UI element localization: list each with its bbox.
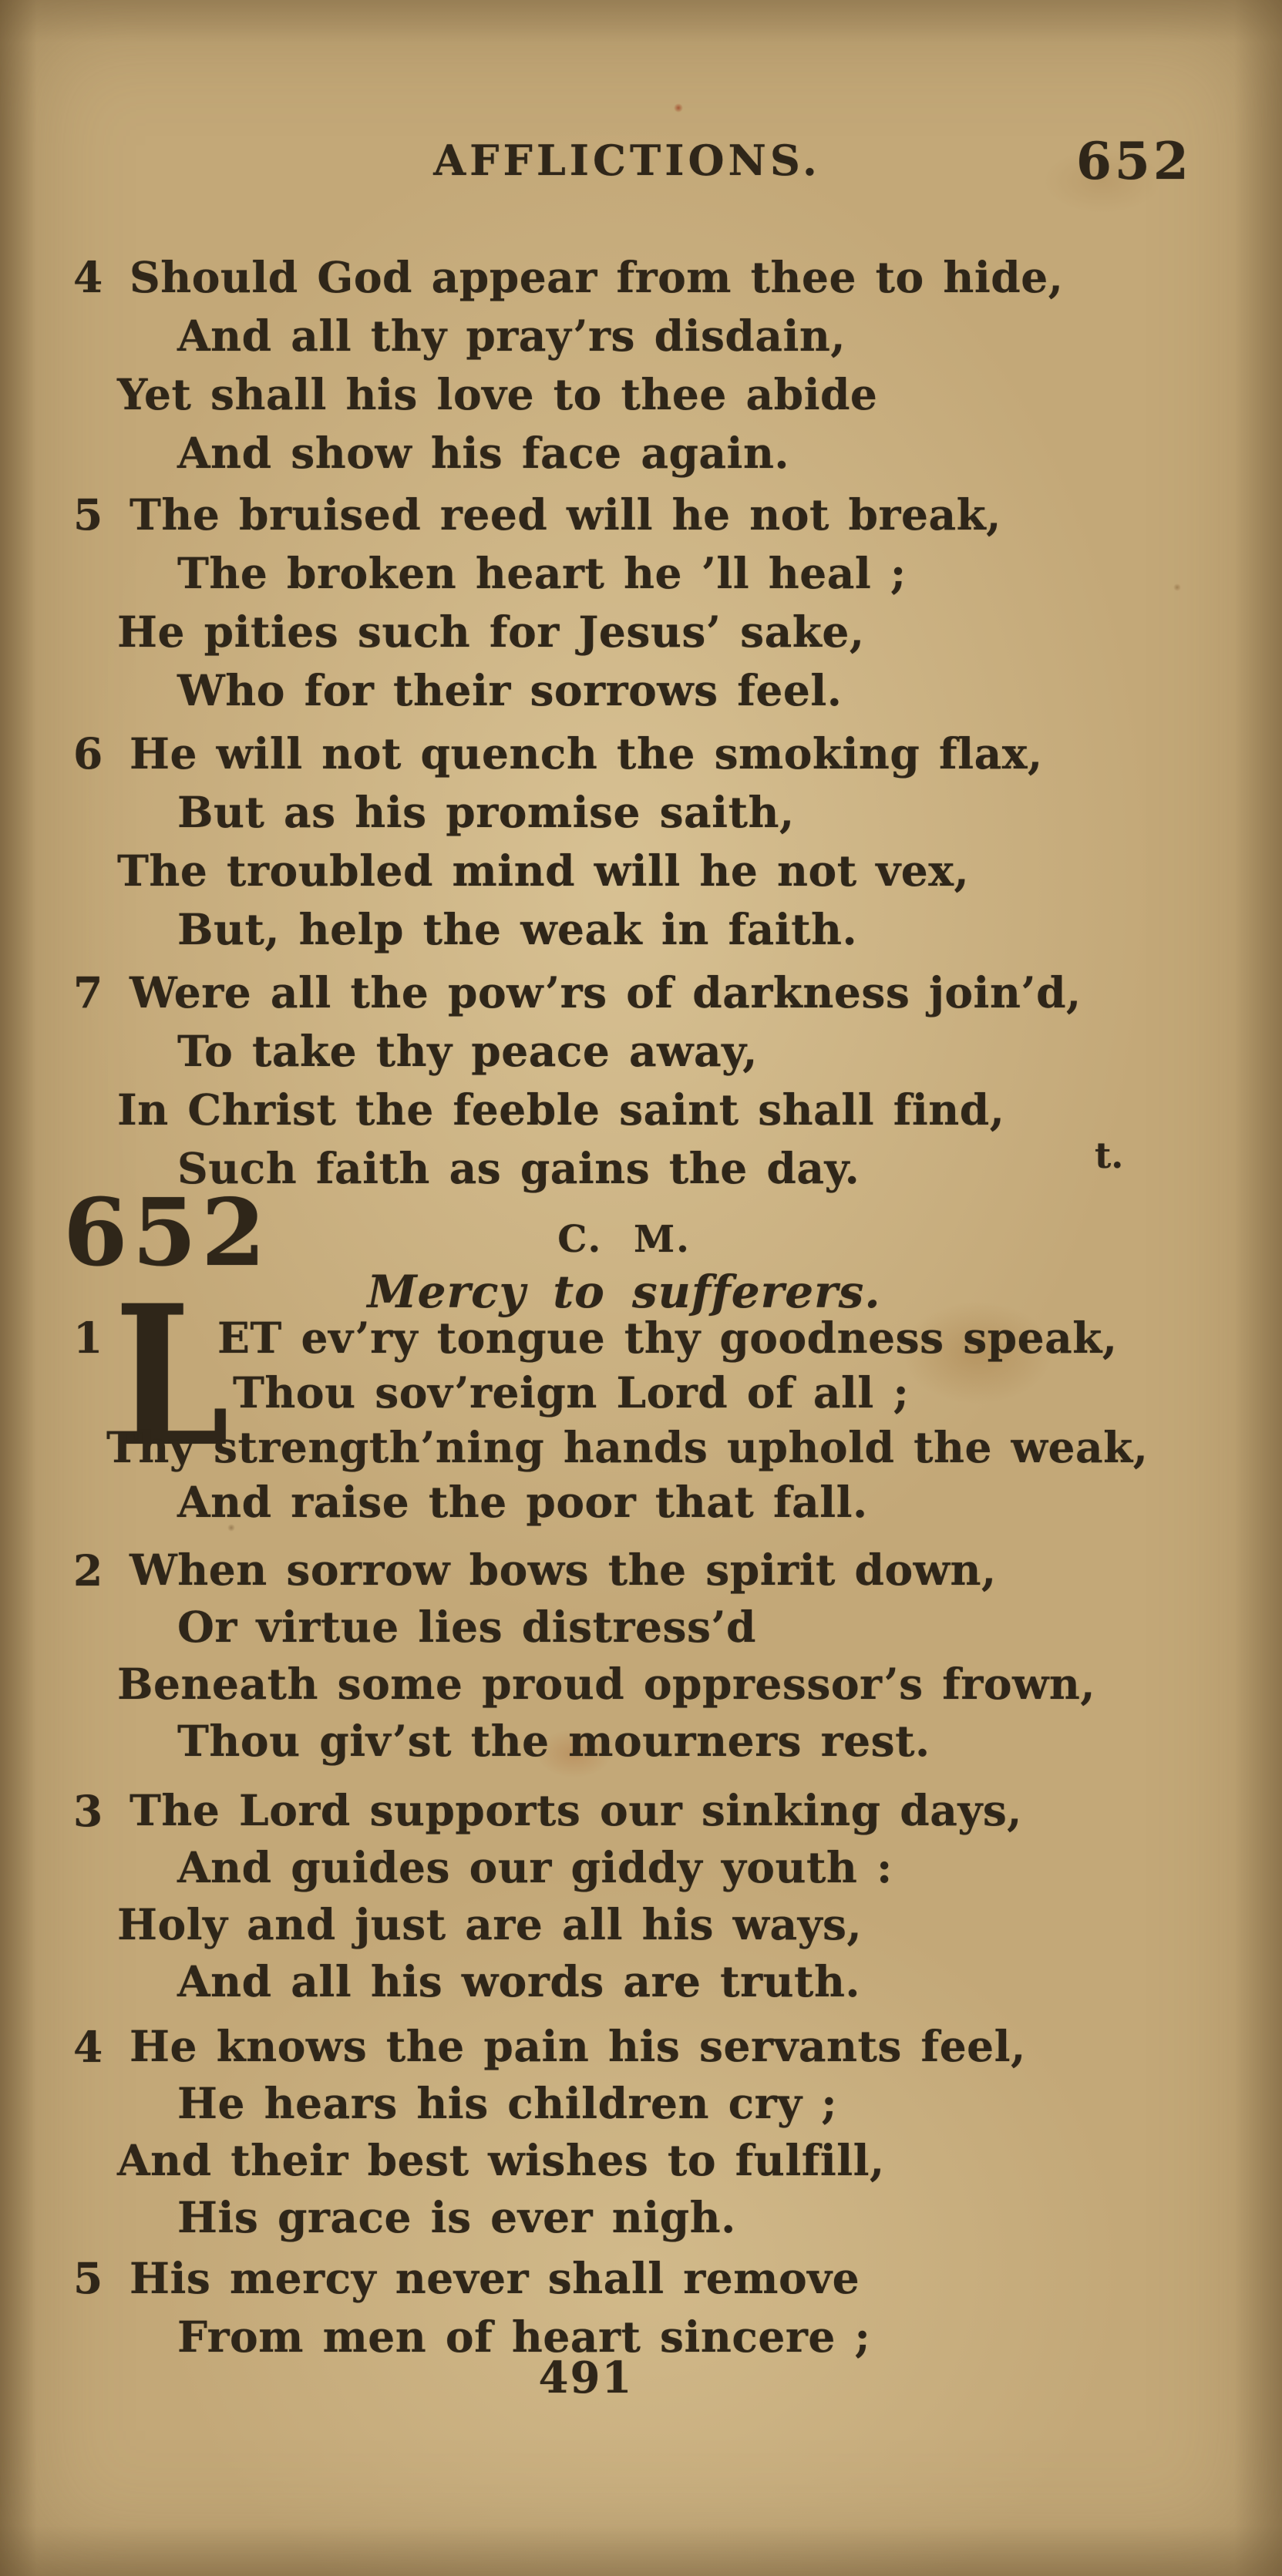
hymn-652-verse-5 — [0, 2249, 1282, 2366]
continued-verse-6 — [0, 725, 1282, 959]
verse-line: To take thy peace away, — [177, 1026, 758, 1076]
verse-line: His grace is ever nigh. — [177, 2192, 736, 2242]
verse-number: 6 — [73, 728, 103, 779]
verse-line: Should God appear from thee to hide, — [130, 252, 1064, 302]
verse-line: And all his words are truth. — [177, 1956, 861, 2006]
running-head-section-title: AFFLICTIONS. — [433, 136, 821, 185]
verse-number: 4 — [73, 2022, 103, 2072]
running-head-hymn-number: 652 — [1076, 131, 1192, 191]
printer-signature-mark: t. — [1095, 1135, 1124, 1176]
verse-line: He knows the pain his servants feel, — [130, 2021, 1026, 2071]
drop-cap-letter: L — [114, 1263, 230, 1489]
verse-line: But as his promise saith, — [177, 787, 795, 837]
verse-line: His mercy never shall remove — [130, 2253, 860, 2303]
hymn-652-verse-2 — [0, 1542, 1282, 1770]
verse-line: The broken heart he ’ll heal ; — [177, 548, 907, 598]
continued-verse-5 — [0, 486, 1282, 720]
hymn-number-large: 652 — [63, 1179, 271, 1287]
verse-line: Or virtue lies distress’d — [177, 1602, 757, 1652]
verse-line: Yet shall his love to thee abide — [117, 369, 878, 419]
verse-line: The troubled mind will he not vex, — [117, 846, 970, 896]
verse-line: Beneath some proud oppressor’s frown, — [117, 1659, 1096, 1709]
verse-number: 3 — [73, 1786, 103, 1836]
verse-line: Such faith as gains the day. — [177, 1143, 860, 1193]
verse-line: He hears his children cry ; — [177, 2078, 838, 2128]
page-number: 491 — [538, 2352, 634, 2403]
verse-line: Thou giv’st the mourners rest. — [177, 1716, 930, 1766]
verse-number: 5 — [73, 2253, 103, 2303]
verse-line: Thou sov’reign Lord of all ; — [233, 1367, 910, 1417]
verse-line: And raise the poor that fall. — [177, 1477, 868, 1527]
verse-line: The bruised reed will he not break, — [130, 489, 1001, 540]
verse-line: Holy and just are all his ways, — [117, 1899, 863, 1949]
verse-line: And all thy pray’rs disdain, — [177, 311, 846, 361]
verse-line: When sorrow bows the spirit down, — [130, 1545, 997, 1595]
verse-line: ET ev’ry tongue thy goodness speak, — [217, 1313, 1118, 1363]
verse-line: But, help the weak in faith. — [177, 904, 858, 954]
verse-line: In Christ the feeble saint shall find, — [117, 1085, 1005, 1135]
verse-line: Thy strength’ning hands uphold the weak, — [106, 1422, 1149, 1472]
verse-number: 5 — [73, 489, 103, 540]
hymn-652-verse-3 — [0, 1782, 1282, 2010]
hymn-meter: C. M. — [557, 1218, 691, 1261]
continued-verse-7 — [0, 963, 1282, 1198]
verse-line: He will not quench the smoking flax, — [130, 728, 1043, 779]
verse-line: He pities such for Jesus’ sake, — [117, 607, 865, 657]
continued-verse-4 — [0, 248, 1282, 483]
verse-line: And their best wishes to fulfill, — [117, 2135, 885, 2185]
verse-line: Who for their sorrows feel. — [177, 665, 843, 715]
verse-number: 2 — [73, 1545, 103, 1596]
verse-line: And guides our giddy youth : — [177, 1842, 893, 1892]
hymn-652-verse-4 — [0, 2018, 1282, 2246]
hymn-title: Mercy to sufferers. — [367, 1266, 881, 1318]
verse-line: From men of heart sincere ; — [177, 2312, 871, 2362]
verse-line: Were all the pow’rs of darkness join’d, — [130, 967, 1082, 1017]
verse-number: 1 — [73, 1313, 103, 1363]
verse-line: The Lord supports our sinking days, — [130, 1785, 1022, 1835]
verse-number: 7 — [73, 967, 103, 1017]
verse-line: And show his face again. — [177, 428, 790, 478]
verse-number: 4 — [73, 252, 103, 302]
